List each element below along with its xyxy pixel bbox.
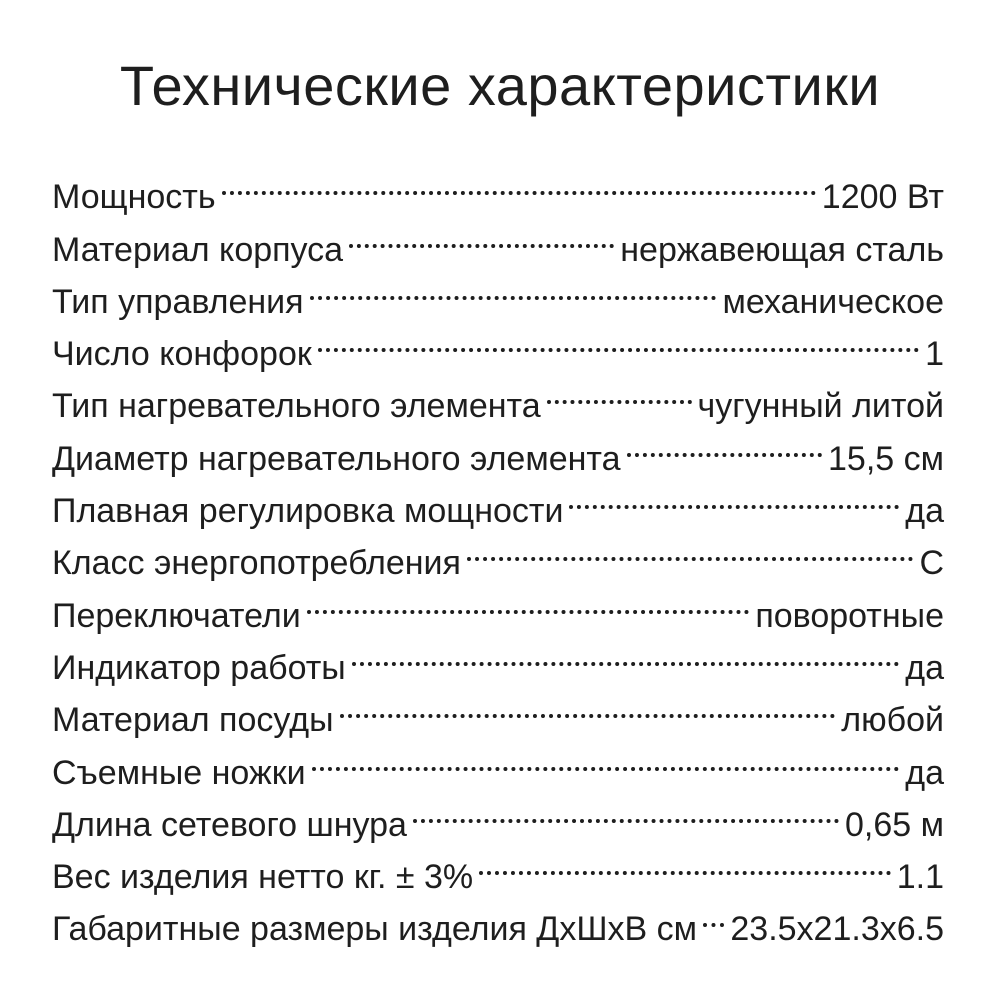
spec-value: любой bbox=[841, 701, 944, 740]
dot-leader bbox=[569, 470, 899, 522]
spec-label: Тип управления bbox=[52, 282, 304, 321]
spec-label: Класс энергопотребления bbox=[52, 544, 461, 583]
spec-label: Вес изделия нетто кг. ± 3% bbox=[52, 858, 474, 897]
dot-leader bbox=[703, 888, 724, 940]
spec-label: Плавная регулировка мощности bbox=[52, 492, 564, 531]
spec-label: Число конфорок bbox=[52, 335, 312, 374]
spec-label: Мощность bbox=[52, 178, 216, 217]
dot-leader bbox=[340, 679, 836, 731]
spec-value: да bbox=[905, 492, 944, 531]
spec-value: 0,65 м bbox=[845, 805, 944, 844]
page-title: Технические характеристики bbox=[119, 54, 881, 117]
spec-label: Длина сетевого шнура bbox=[52, 805, 407, 844]
spec-label: Материал посуды bbox=[52, 701, 334, 740]
spec-list bbox=[52, 156, 944, 949]
spec-value: нержавеющая сталь bbox=[620, 230, 944, 269]
spec-value: чугунный литой bbox=[697, 387, 944, 426]
dot-leader bbox=[627, 417, 823, 469]
spec-label: Переключатели bbox=[52, 596, 301, 635]
spec-value: да bbox=[905, 648, 944, 687]
dot-leader bbox=[467, 522, 913, 574]
dot-leader bbox=[352, 627, 900, 679]
spec-value: поворотные bbox=[755, 596, 944, 635]
spec-value: 1 bbox=[925, 335, 944, 374]
dot-leader bbox=[413, 784, 839, 836]
dot-leader bbox=[312, 731, 900, 783]
spec-value: 23.5х21.3х6.5 bbox=[730, 910, 944, 949]
spec-label: Тип нагревательного элемента bbox=[52, 387, 541, 426]
spec-label: Индикатор работы bbox=[52, 648, 346, 687]
dot-leader bbox=[547, 365, 692, 417]
spec-label: Съемные ножки bbox=[52, 753, 306, 792]
dot-leader bbox=[307, 574, 750, 626]
spec-row-power bbox=[52, 156, 944, 217]
spec-value: механическое bbox=[722, 282, 944, 321]
spec-value: С bbox=[919, 544, 944, 583]
spec-value: да bbox=[905, 753, 944, 792]
dot-leader bbox=[310, 261, 717, 313]
spec-value: 15,5 см bbox=[828, 439, 944, 478]
spec-value: 1200 Вт bbox=[821, 178, 944, 217]
dot-leader bbox=[222, 156, 816, 208]
spec-value: 1.1 bbox=[896, 858, 944, 897]
dot-leader bbox=[349, 208, 614, 260]
dot-leader bbox=[318, 313, 919, 365]
dot-leader bbox=[479, 836, 891, 888]
spec-label: Материал корпуса bbox=[52, 230, 344, 269]
spec-label: Диаметр нагревательного элемента bbox=[52, 439, 621, 478]
spec-label: Габаритные размеры изделия ДхШхВ см bbox=[52, 910, 697, 949]
